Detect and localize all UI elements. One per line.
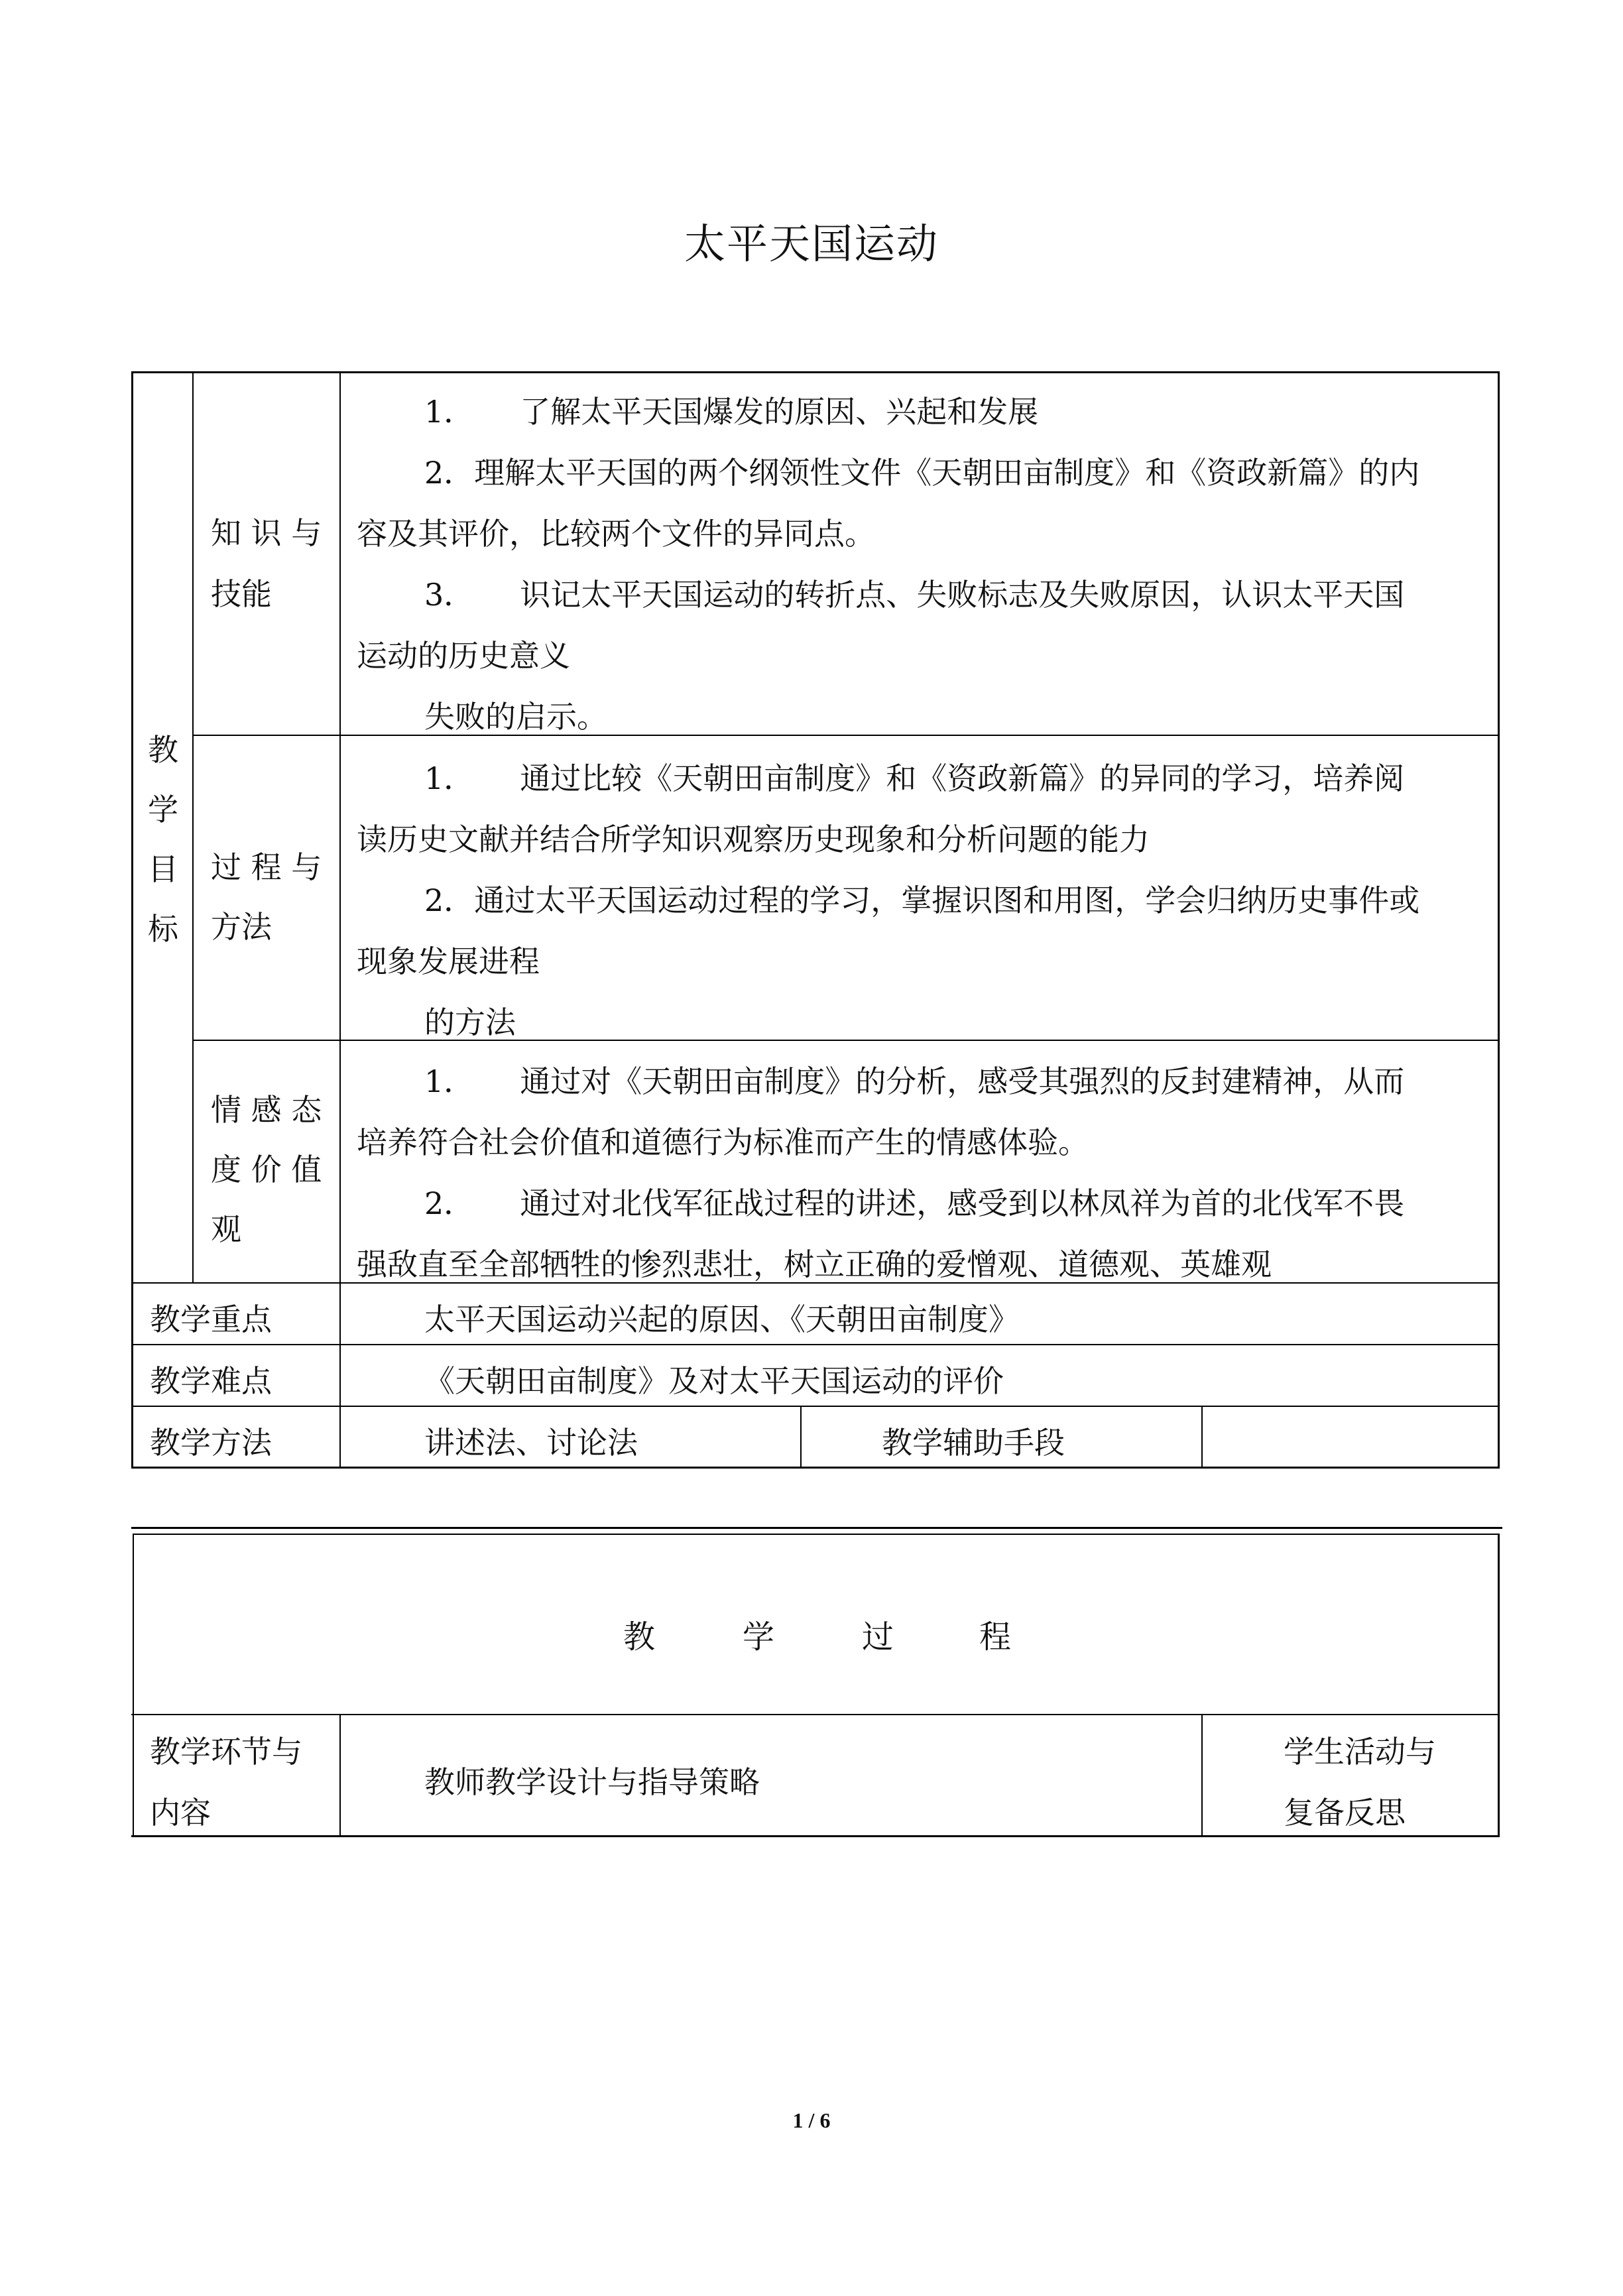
page-number: 1 / 6 [792,2108,831,2132]
process-line: 现象发展进程 [357,943,540,979]
method-value: 讲述法、讨论法 [424,1425,638,1461]
knowledge-line: 容及其评价，比较两个文件的异同点。 [357,516,875,552]
process-heading-char: 学 [743,1618,775,1656]
process-label: 过 程 与 [211,849,322,885]
difficulty-value: 《天朝田亩制度》及对太平天国运动的评价 [424,1363,1004,1399]
process-line: 2．通过太平天国运动过程的学习，掌握识图和用图，学会归纳历史事件或 [424,882,1420,918]
process-line: 1． 通过比较《天朝田亩制度》和《资政新篇》的异同的学习，培养阅 [424,760,1405,796]
process-col3-header: 学生活动与 [1284,1734,1436,1770]
emotion-label: 度 价 值 [211,1152,322,1187]
process-heading-char: 程 [979,1618,1012,1656]
key-point-value: 太平天国运动兴起的原因、《天朝田亩制度》 [424,1301,1019,1337]
emotion-label: 情 感 态 [211,1092,322,1128]
process-col1-header: 教学环节与 [150,1734,302,1770]
emotion-line: 2． 通过对北伐军征战过程的讲述，感受到以林凤祥为首的北伐军不畏 [424,1185,1405,1221]
method-label: 教学方法 [150,1425,272,1461]
knowledge-label: 技能 [211,576,272,612]
emotion-line: 培养符合社会价值和道德行为标准而产生的情感体验。 [357,1124,1089,1160]
process-heading-char: 过 [862,1618,894,1656]
emotion-line: 强敌直至全部牺牲的惨烈悲壮，树立正确的爱憎观、道德观、英雄观 [357,1246,1272,1282]
process-line: 读历史文献并结合所学知识观察历史现象和分析问题的能力 [357,821,1150,857]
process-line: 的方法 [424,1004,516,1040]
knowledge-line: 运动的历史意义 [357,638,570,674]
process-col2-header: 教师教学设计与指导策略 [424,1764,760,1800]
knowledge-label: 知 识 与 [211,515,322,551]
document-title: 太平天国运动 [684,219,939,268]
objectives-label-char: 学 [148,792,178,827]
process-heading-char: 教 [623,1618,656,1656]
knowledge-line: 3． 识记太平天国运动的转折点、失败标志及失败原因，认识太平天国 [424,577,1405,613]
process-col3-header: 复备反思 [1284,1795,1406,1831]
objectives-label-char: 标 [148,911,178,947]
knowledge-line: 1． 了解太平天国爆发的原因、兴起和发展 [424,394,1039,430]
emotion-label: 观 [211,1211,241,1247]
process-label: 方法 [211,909,272,945]
teaching-aid-label: 教学辅助手段 [882,1425,1065,1461]
knowledge-line: 失败的启示。 [424,699,607,735]
objectives-label-char: 目 [148,851,178,887]
difficulty-label: 教学难点 [150,1363,272,1399]
emotion-line: 1． 通过对《天朝田亩制度》的分析，感受其强烈的反封建精神，从而 [424,1063,1405,1099]
key-point-label: 教学重点 [150,1301,272,1337]
knowledge-line: 2．理解太平天国的两个纲领性文件《天朝田亩制度》和《资政新篇》的内 [424,455,1420,491]
objectives-label-char: 教 [148,732,178,768]
process-col1-header: 内容 [150,1795,211,1831]
